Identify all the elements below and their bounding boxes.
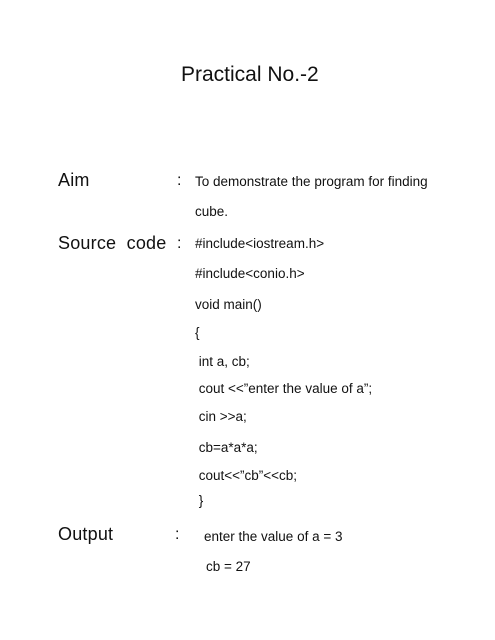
- output-label: Output: [58, 524, 114, 544]
- code-line: #include<iostream.h>: [195, 236, 325, 251]
- output-line: enter the value of a = 3: [204, 529, 343, 544]
- aim-label: Aim: [58, 170, 90, 190]
- code-line: cout <<”enter the value of a”;: [195, 381, 373, 396]
- aim-line: To demonstrate the program for finding: [195, 174, 428, 189]
- page-title: Practical No.-2: [181, 63, 319, 86]
- code-line: cout<<”cb”<<cb;: [195, 468, 298, 483]
- aim-line: cube.: [195, 204, 229, 219]
- code-line: cin >>a;: [195, 409, 247, 424]
- output-colon: :: [175, 526, 180, 543]
- code-line: {: [195, 325, 200, 340]
- code-line: void main(): [195, 297, 262, 312]
- code-line: }: [195, 493, 204, 508]
- code-line: #include<conio.h>: [195, 266, 305, 281]
- code-line: cb=a*a*a;: [195, 440, 258, 455]
- code-line: int a, cb;: [195, 354, 250, 369]
- source-code-colon: :: [177, 235, 182, 252]
- aim-colon: :: [177, 172, 182, 189]
- source-code-label: Source code: [58, 233, 167, 253]
- output-line: cb = 27: [206, 559, 251, 574]
